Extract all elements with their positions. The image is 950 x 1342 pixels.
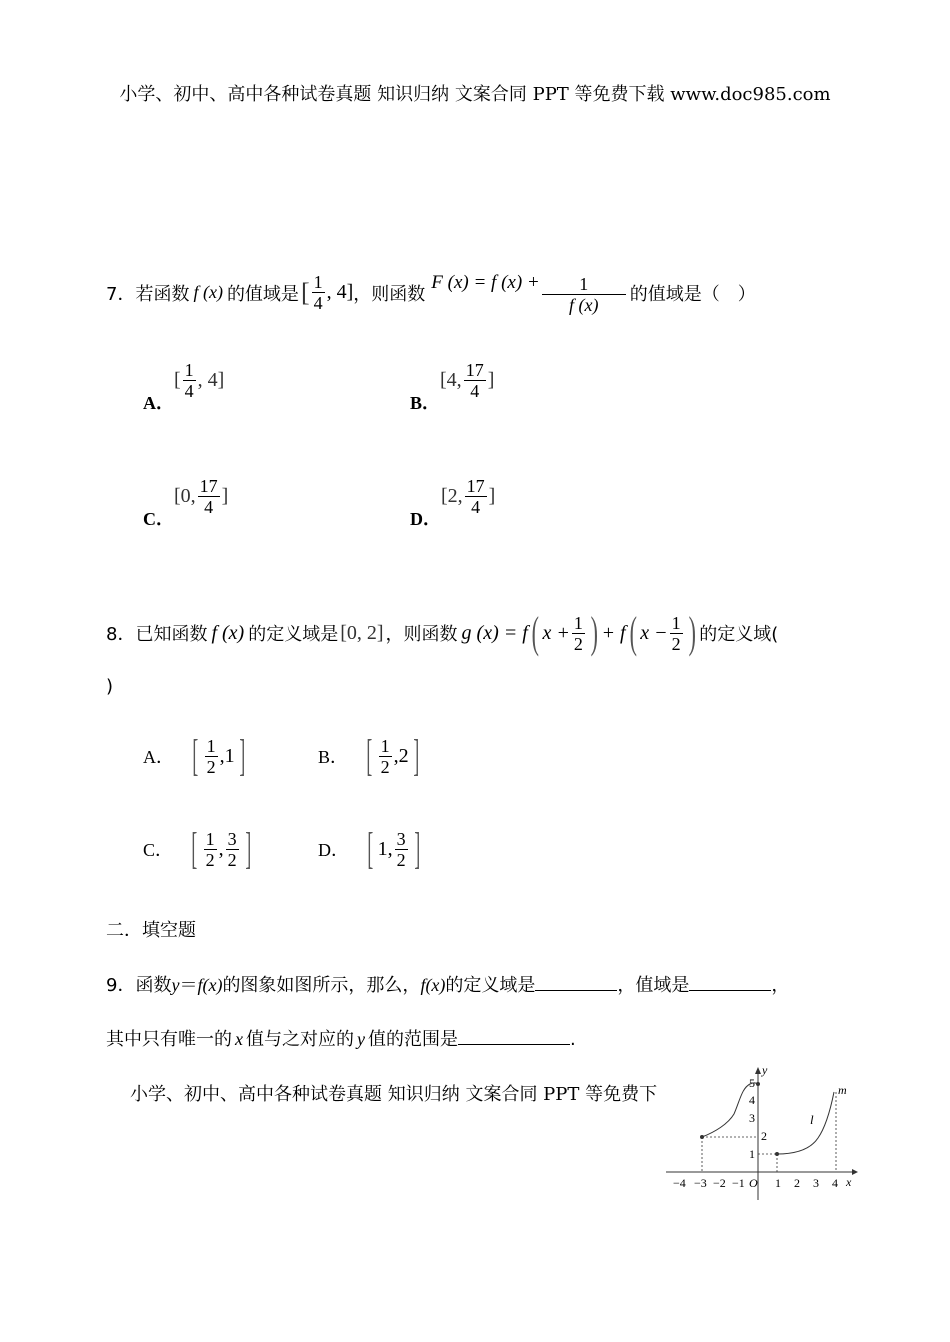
q7-domain-frac: $\frac{1}{4}$ <box>313 272 323 313</box>
q8-g-lhs: g (x) = f <box>461 621 528 644</box>
q8-text-3: 的定义域( <box>699 624 779 645</box>
x-tick-1: 1 <box>775 1176 781 1190</box>
y-tick-4: 4 <box>749 1093 755 1107</box>
q8-number: 8．已知函数 <box>106 624 208 645</box>
q7-fx: f (x) <box>193 282 223 302</box>
q8-close-paren: ) <box>106 676 114 697</box>
q7-number: 7．若函数 <box>106 283 190 305</box>
question-8: 8．已知函数 f (x) 的定义域是 [0, 2] ，则函数 g (x) = f ( x + $\frac{1}{2}$ ) + f ( x − $\frac{1}{2}$ ) 的定义域( <box>106 608 779 657</box>
q8-option-b[interactable]: B． [ $\frac{1}{2}$ ,2 ] <box>318 731 419 780</box>
q7-text-1: 的值域是 <box>226 283 299 305</box>
origin-label: O <box>749 1176 758 1190</box>
q7-F-frac: $\frac{1}{f (x)}$ <box>542 274 626 315</box>
x-tick-neg1: −1 <box>732 1176 745 1190</box>
question-9-line-1: 9．函数y＝f(x)的图象如图所示，那么，f(x)的定义域是 ，值域是 ， <box>106 971 789 997</box>
footer-banner: 小学、初中、高中各种试卷真题 知识归纳 文案合同 PPT 等免费下 <box>130 1084 658 1105</box>
y-tick-5: 5 <box>749 1076 755 1090</box>
x-tick-neg3: −3 <box>694 1176 707 1190</box>
curve-left <box>702 1083 758 1137</box>
line-label-m: m <box>838 1083 847 1097</box>
q8-arg1-frac: $\frac{1}{2}$ <box>573 612 583 654</box>
x-tick-3: 3 <box>813 1176 819 1190</box>
q7-text-2: ，则函数 <box>353 283 426 305</box>
q7-option-b[interactable]: B． [4, $\frac{17}{4}$ ] <box>410 360 495 413</box>
q8-text-2: ，则函数 <box>385 624 458 645</box>
q7-domain-open: [ <box>300 277 310 307</box>
x-tick-2: 2 <box>794 1176 800 1190</box>
section-title: 二．填空题 <box>106 920 196 941</box>
function-graph <box>660 1062 860 1202</box>
point-end-left <box>756 1082 760 1086</box>
q8-domain: [0, 2] <box>340 621 384 644</box>
x-tick-neg4: −4 <box>673 1176 686 1190</box>
point-start-left <box>700 1135 704 1139</box>
q8-plus-f: + f <box>601 621 626 644</box>
x-axis-arrow <box>852 1169 858 1175</box>
curve-label-l: l <box>810 1112 814 1127</box>
q8-option-d[interactable]: D． [ 1, $\frac{3}{2}$ ] <box>318 824 420 873</box>
y-axis-arrow <box>755 1067 761 1074</box>
q8-arg2: x − <box>640 621 668 644</box>
q8-option-c[interactable]: C． [ $\frac{1}{2}$ , $\frac{3}{2}$ ] <box>143 824 251 873</box>
y-tick-2: 2 <box>761 1129 767 1143</box>
y-axis-label: y <box>762 1063 768 1077</box>
header-banner: 小学、初中、高中各种试卷真题 知识归纳 文案合同 PPT 等免费下载 www.doc985.com <box>119 84 831 105</box>
x-tick-4: 4 <box>832 1176 838 1190</box>
question-7 <box>106 270 756 315</box>
x-tick-neg2: −2 <box>713 1176 726 1190</box>
y-tick-3: 3 <box>749 1111 755 1125</box>
q7-option-a[interactable]: A． [ $\frac{1}{4}$ , 4] <box>143 360 225 413</box>
point-start-right <box>775 1152 779 1156</box>
curve-right <box>777 1092 834 1154</box>
y-tick-1: 1 <box>749 1147 755 1161</box>
q8-text-1: 的定义域是 <box>248 624 339 645</box>
q9-blank-range[interactable] <box>689 972 771 991</box>
question-9-line-2: 其中只有唯一的 x 值与之对应的 y 值的范围是 . <box>106 1025 576 1051</box>
q8-fx: f (x) <box>211 621 245 644</box>
q7-domain-rest: , 4] <box>326 281 354 303</box>
q7-option-d[interactable]: D． [2, $\frac{17}{4}$ ] <box>410 476 496 529</box>
q7-text-3: 的值域是（ ） <box>629 283 756 305</box>
q9-blank-unique[interactable] <box>458 1026 570 1045</box>
q7-option-c[interactable]: C． [0, $\frac{17}{4}$ ] <box>143 476 229 529</box>
q8-arg1: x + <box>542 621 570 644</box>
q8-option-a[interactable]: A． [ $\frac{1}{2}$ ,1 ] <box>143 731 245 780</box>
q8-arg2-frac: $\frac{1}{2}$ <box>671 612 681 654</box>
q9-blank-domain[interactable] <box>535 972 617 991</box>
x-axis-label: x <box>846 1175 852 1189</box>
q7-F-lhs: F (x) = f (x) + <box>431 271 540 293</box>
